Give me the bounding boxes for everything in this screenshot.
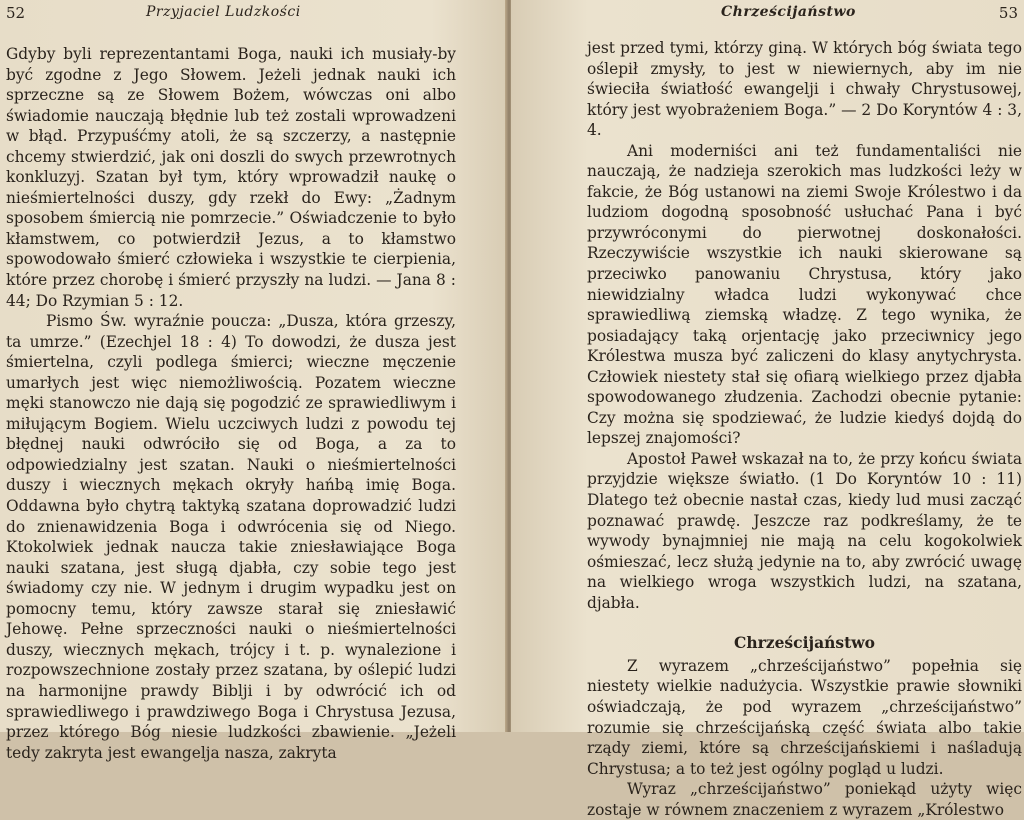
left-paragraph: Pismo Św. wyraźnie poucza: „Dusza, która grzeszy, ta umrze.” (Ezechjel 18 : 4) To dowodzi, że dusza jest śmiertelna, czyli podlega śmierci; wieczne męczenie umarłych jest więc niemożliwością. Pozatem wieczne męki stanowczo nie dają się pogodzić ze sprawiedliwym i miłującym Bogiem. Wielu uczciwych ludzi z powodu tej błędnej nauki odwróciło się od Boga, a za to odpowiedzialny jest szatan. Nauki o nieśmiertelności duszy i wiecznych mękach okryły hańbą imię Boga. Oddawna było chytrą taktyką szatana doprowadzić ludzi do znienawidzenia Boga i odwrócenia się od Niego. Ktokolwiek jednak naucza takie zniesławiające Boga nauki szatana, jest sługą djabła, czy sobie tego jest świadomy czy nie. W jednym i drugim wypadku jest on pomocny temu, który zawsze starał się zniesławić Jehowę. Pełne sprzeczności nauki o nieśmiertelności duszy, wiecznych mękach, trójcy i t. p. wynalezione i rozpowszechnione zostały przez szatana, by oślepić ludzi na harmonijne prawdy Biblji i by odwrócić ich od sprawiedliwego i prawdziwego Boga i Chrystusa Jezusa, przez którego Bóg niesie ludzkości zbawienie. „Jeżeli tedy zakryta jest ewangelja nasza, zakryta	[6, 312, 456, 762]
right-paragraph: Apostoł Paweł wskazał na to, że przy końcu świata przyjdzie większe światło. (1 Do Koryntów 10 : 11) Dlatego też obecnie nastał czas, kiedy lud musi zacząć poznawać prawdę. Jeszcze raz podkreślamy, że te wywody bynajmniej nie mają na celu kogokolwiek ośmieszać, lecz służą jedynie na to, aby zwrócić uwagę na wielkiego wroga wszystkich ludzi, na szatana, djabła.	[587, 449, 1022, 612]
right-page-header	[521, 4, 1018, 30]
right-page-body	[587, 38, 1022, 820]
right-paragraph: Ani moderniści ani też fundamentaliści nie nauczają, że nadzieja szerokich mas ludzkości leży w fakcie, że Bóg ustanowi na ziemi Swoje Królestwo i da ludziom dogodną sposobność usłuchać Pana i być przywróconymi do pierwotnej doskonałości. Rzeczywiście wszystkie ich nauki skierowane są przeciwko panowaniu Chrystusa, który jako niewidzialny władca ludzi wykonywać chce sprawiedliwą ziemską władzę. Z tego wynika, że posiadający taką orjentację jako przeciwnicy jego Królestwa musza być zaliczeni do klasy anytychrysta. Człowiek niestety stał się ofiarą wielkiego przez djabła spowodowanego złudzenia. Zachodzi obecnie pytanie: Czy można się spodziewać, że ludzie kiedyś dojdą do lepszej znajomości?	[587, 141, 1022, 448]
right-paragraph: Z wyrazem „chrześcijaństwo” popełnia się niestety wielkie nadużycia. Wszystkie prawie słowniki oświadczają, że pod wyrazem „chrześcijaństwo” rozumie się chrześcijańską część świata albo takie rządy ziemi, które są chrześcijańskiemi i naśladują Chrystusa; a to też jest ogólny pogląd u ludzi.	[587, 656, 1022, 778]
left-page-header	[6, 4, 499, 30]
left-running-title: Przyjaciel Ludzkości	[146, 4, 301, 20]
left-page	[0, 0, 507, 762]
left-page-number: 52	[6, 4, 26, 22]
left-page-body	[6, 44, 456, 763]
left-paragraph: Gdyby byli reprezentantami Boga, nauki ich musiały-by być zgodne z Jego Słowem. Jeżeli jednak nauki ich sprzeczne są ze Słowem Bożem, wówczas oni albo świadomie nauczają błędnie lub też zostali wprowadzeni w błąd. Przypuśćmy atoli, że są szczerzy, a następnie chcemy stwierdzić, jak oni doszli do swych przewrotnych konkluzyj. Szatan był tym, który wprowadził naukę o nieśmiertelności duszy, gdy rzekł do Ewy: „Żadnym sposobem śmiercią nie pomrzecie.” Oświadczenie to było kłamstwem, co potwierdził Jezus, a to kłamstwo spowodowało śmierć człowieka i wszystkie te cierpienia, które przez chorobę i śmierć przyszły na ludzi. — Jana 8 : 44; Do Rzymian 5 : 12.	[6, 45, 456, 310]
right-page	[511, 0, 1024, 819]
right-running-title: Chrześcijaństwo	[721, 4, 856, 20]
right-paragraph: Wyraz „chrześcijaństwo” poniekąd użyty więc zostaje w równem znaczeniem z wyrazem „Królestwo	[587, 780, 1022, 819]
right-paragraph: jest przed tymi, którzy giną. W których bóg świata tego oślepił zmysły, to jest w niewiernych, aby im nie świeciła światłość ewangelji i chwały Chrystusowej, który jest wyobrażeniem Boga.” — 2 Do Koryntów 4 : 3, 4.	[587, 39, 1022, 140]
right-page-number: 53	[998, 4, 1018, 22]
section-heading: Chrześcijaństwo	[734, 633, 875, 653]
